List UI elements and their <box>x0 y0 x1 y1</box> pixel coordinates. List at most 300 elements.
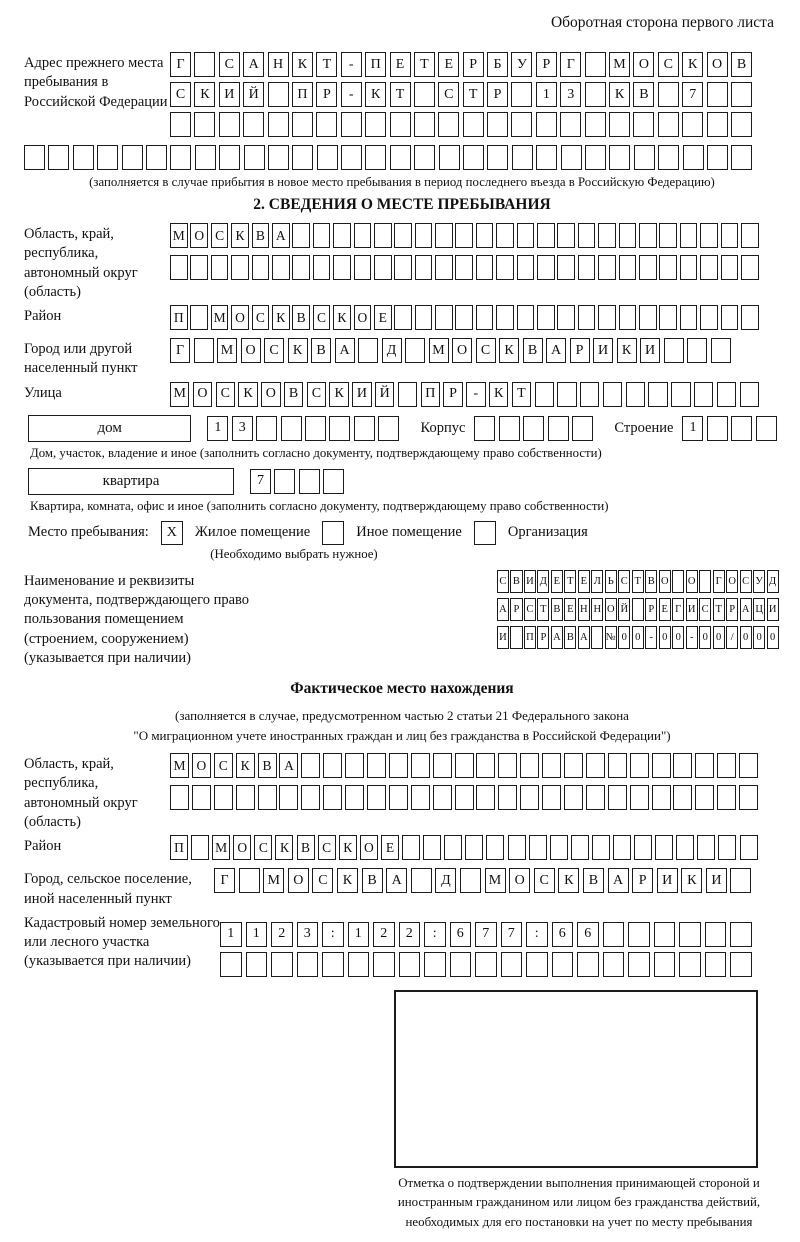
char-box[interactable] <box>740 835 758 860</box>
char-box[interactable]: Г <box>214 868 235 893</box>
char-box[interactable] <box>341 145 362 170</box>
char-box[interactable] <box>578 255 596 280</box>
char-box[interactable] <box>560 112 581 137</box>
char-box[interactable]: К <box>365 82 386 107</box>
char-box[interactable] <box>463 112 484 137</box>
char-box[interactable]: Р <box>443 382 462 407</box>
char-box[interactable] <box>517 255 535 280</box>
char-box[interactable]: О <box>354 305 372 330</box>
char-box[interactable] <box>496 255 514 280</box>
char-box[interactable]: О <box>452 338 472 363</box>
char-box[interactable]: - <box>341 52 362 77</box>
char-box[interactable]: С <box>534 868 555 893</box>
char-box[interactable]: О <box>360 835 378 860</box>
char-box[interactable] <box>537 255 555 280</box>
char-box[interactable]: 3 <box>560 82 581 107</box>
char-box[interactable] <box>97 145 118 170</box>
char-box[interactable] <box>390 112 411 137</box>
char-box[interactable] <box>373 952 395 977</box>
char-box[interactable]: К <box>339 835 357 860</box>
char-box[interactable]: О <box>193 382 212 407</box>
char-box[interactable] <box>721 223 739 248</box>
char-box[interactable] <box>390 145 411 170</box>
char-box[interactable] <box>603 952 625 977</box>
char-box[interactable] <box>292 112 313 137</box>
char-box[interactable]: : <box>526 922 548 947</box>
char-box[interactable] <box>700 305 718 330</box>
char-box[interactable] <box>603 382 622 407</box>
char-box[interactable]: № <box>605 626 617 649</box>
char-box[interactable] <box>580 382 599 407</box>
char-box[interactable]: О <box>192 753 211 778</box>
char-box[interactable]: И <box>593 338 613 363</box>
char-box[interactable] <box>463 145 484 170</box>
char-box[interactable]: 1 <box>536 82 557 107</box>
char-box[interactable] <box>658 82 679 107</box>
char-box[interactable]: И <box>706 868 727 893</box>
char-box[interactable] <box>415 305 433 330</box>
char-box[interactable]: О <box>288 868 309 893</box>
char-box[interactable]: К <box>238 382 257 407</box>
char-box[interactable]: Т <box>564 570 576 593</box>
char-box[interactable]: С <box>497 570 509 593</box>
char-box[interactable] <box>313 223 331 248</box>
char-box[interactable]: Н <box>578 598 590 621</box>
char-box[interactable]: 1 <box>348 922 370 947</box>
char-box[interactable] <box>498 785 517 810</box>
char-box[interactable]: С <box>618 570 630 593</box>
char-box[interactable] <box>603 922 625 947</box>
char-box[interactable] <box>697 835 715 860</box>
char-box[interactable] <box>411 753 430 778</box>
char-box[interactable] <box>628 952 650 977</box>
char-box[interactable] <box>231 255 249 280</box>
char-box[interactable] <box>652 785 671 810</box>
char-box[interactable]: К <box>489 382 508 407</box>
char-box[interactable]: - <box>466 382 485 407</box>
char-box[interactable] <box>244 145 265 170</box>
char-box[interactable]: С <box>216 382 235 407</box>
char-box[interactable] <box>536 145 557 170</box>
char-box[interactable]: 7 <box>501 922 523 947</box>
char-box[interactable]: А <box>546 338 566 363</box>
char-box[interactable] <box>246 952 268 977</box>
char-box[interactable] <box>271 952 293 977</box>
char-box[interactable]: О <box>190 223 208 248</box>
char-box[interactable] <box>268 112 289 137</box>
char-box[interactable] <box>305 416 326 441</box>
char-box[interactable] <box>741 255 759 280</box>
char-box[interactable] <box>679 952 701 977</box>
char-box[interactable] <box>354 255 372 280</box>
char-box[interactable] <box>354 223 372 248</box>
char-box[interactable]: Ц <box>753 598 765 621</box>
char-box[interactable] <box>475 952 497 977</box>
char-box[interactable] <box>536 112 557 137</box>
char-box[interactable]: А <box>279 753 298 778</box>
char-box[interactable]: Т <box>713 598 725 621</box>
char-box[interactable]: А <box>335 338 355 363</box>
char-box[interactable] <box>220 952 242 977</box>
char-box[interactable]: Р <box>537 626 549 649</box>
char-box[interactable] <box>378 416 399 441</box>
char-box[interactable]: Р <box>316 82 337 107</box>
char-box[interactable] <box>239 868 260 893</box>
char-box[interactable]: Е <box>390 52 411 77</box>
char-box[interactable] <box>281 416 302 441</box>
char-box[interactable] <box>672 570 684 593</box>
char-box[interactable] <box>659 255 677 280</box>
char-box[interactable] <box>586 785 605 810</box>
char-box[interactable]: Е <box>551 570 563 593</box>
char-box[interactable]: У <box>753 570 765 593</box>
char-box[interactable] <box>548 416 569 441</box>
char-box[interactable] <box>499 416 520 441</box>
char-box[interactable]: Т <box>512 382 531 407</box>
char-box[interactable] <box>630 753 649 778</box>
char-box[interactable] <box>292 255 310 280</box>
char-box[interactable] <box>730 952 752 977</box>
char-box[interactable] <box>146 145 167 170</box>
char-box[interactable] <box>707 416 728 441</box>
char-box[interactable] <box>170 785 189 810</box>
char-box[interactable] <box>170 112 191 137</box>
char-box[interactable]: П <box>292 82 313 107</box>
char-box[interactable]: И <box>767 598 779 621</box>
char-box[interactable]: Н <box>268 52 289 77</box>
char-box[interactable]: М <box>263 868 284 893</box>
char-box[interactable] <box>345 753 364 778</box>
char-box[interactable]: - <box>341 82 362 107</box>
char-box[interactable] <box>316 112 337 137</box>
char-box[interactable] <box>721 305 739 330</box>
char-box[interactable]: К <box>275 835 293 860</box>
char-box[interactable] <box>557 305 575 330</box>
char-box[interactable]: 0 <box>713 626 725 649</box>
char-box[interactable]: - <box>645 626 657 649</box>
char-box[interactable] <box>626 382 645 407</box>
char-box[interactable] <box>695 785 714 810</box>
char-box[interactable] <box>542 785 561 810</box>
char-box[interactable] <box>671 382 690 407</box>
char-box[interactable] <box>739 785 758 810</box>
char-box[interactable]: М <box>217 338 237 363</box>
char-box[interactable]: 0 <box>632 626 644 649</box>
char-box[interactable] <box>268 82 289 107</box>
char-box[interactable]: К <box>499 338 519 363</box>
char-box[interactable] <box>487 112 508 137</box>
char-box[interactable]: К <box>617 338 637 363</box>
char-box[interactable] <box>219 112 240 137</box>
char-box[interactable] <box>619 223 637 248</box>
char-box[interactable] <box>564 785 583 810</box>
char-box[interactable] <box>578 223 596 248</box>
char-box[interactable] <box>687 338 707 363</box>
char-box[interactable]: В <box>523 338 543 363</box>
char-box[interactable] <box>585 82 606 107</box>
char-box[interactable]: 1 <box>682 416 703 441</box>
char-box[interactable]: П <box>421 382 440 407</box>
char-box[interactable] <box>195 145 216 170</box>
char-box[interactable] <box>414 112 435 137</box>
char-box[interactable] <box>476 753 495 778</box>
char-box[interactable] <box>718 835 736 860</box>
char-box[interactable]: О <box>241 338 261 363</box>
char-box[interactable]: Т <box>632 570 644 593</box>
char-box[interactable] <box>496 305 514 330</box>
char-box[interactable] <box>508 835 526 860</box>
char-box[interactable] <box>520 753 539 778</box>
char-box[interactable] <box>476 223 494 248</box>
char-box[interactable] <box>194 338 214 363</box>
char-box[interactable] <box>740 382 759 407</box>
char-box[interactable]: С <box>254 835 272 860</box>
char-box[interactable]: С <box>658 52 679 77</box>
char-box[interactable]: 0 <box>699 626 711 649</box>
char-box[interactable] <box>741 223 759 248</box>
char-box[interactable] <box>655 835 673 860</box>
char-box[interactable] <box>256 416 277 441</box>
char-box[interactable]: К <box>194 82 215 107</box>
char-box[interactable] <box>572 416 593 441</box>
char-box[interactable] <box>501 952 523 977</box>
char-box[interactable] <box>274 469 295 494</box>
char-box[interactable] <box>438 112 459 137</box>
char-box[interactable] <box>659 305 677 330</box>
char-box[interactable] <box>523 416 544 441</box>
char-box[interactable]: С <box>252 305 270 330</box>
char-box[interactable] <box>444 835 462 860</box>
char-box[interactable] <box>170 255 188 280</box>
char-box[interactable]: С <box>214 753 233 778</box>
char-box[interactable] <box>658 112 679 137</box>
char-box[interactable]: Р <box>510 598 522 621</box>
char-box[interactable]: Т <box>414 52 435 77</box>
char-box[interactable]: С <box>438 82 459 107</box>
char-box[interactable]: Г <box>170 52 191 77</box>
char-box[interactable] <box>374 255 392 280</box>
char-box[interactable] <box>517 223 535 248</box>
char-box[interactable] <box>609 145 630 170</box>
char-box[interactable] <box>367 785 386 810</box>
char-box[interactable]: 2 <box>271 922 293 947</box>
char-box[interactable]: Ь <box>605 570 617 593</box>
char-box[interactable]: П <box>365 52 386 77</box>
char-box[interactable]: 1 <box>207 416 228 441</box>
char-box[interactable]: О <box>633 52 654 77</box>
char-box[interactable]: С <box>318 835 336 860</box>
char-box[interactable] <box>424 952 446 977</box>
char-box[interactable] <box>411 868 432 893</box>
char-box[interactable] <box>301 785 320 810</box>
char-box[interactable]: П <box>524 626 536 649</box>
char-box[interactable] <box>192 785 211 810</box>
char-box[interactable]: 2 <box>373 922 395 947</box>
char-box[interactable] <box>739 753 758 778</box>
checkbox-zhiloe[interactable]: X <box>161 521 183 545</box>
char-box[interactable] <box>694 382 713 407</box>
char-box[interactable] <box>613 835 631 860</box>
char-box[interactable] <box>252 255 270 280</box>
char-box[interactable] <box>634 835 652 860</box>
char-box[interactable]: К <box>288 338 308 363</box>
char-box[interactable] <box>365 112 386 137</box>
char-box[interactable] <box>367 753 386 778</box>
char-box[interactable]: 6 <box>577 922 599 947</box>
char-box[interactable] <box>211 255 229 280</box>
char-box[interactable]: К <box>272 305 290 330</box>
char-box[interactable] <box>639 305 657 330</box>
char-box[interactable]: Й <box>375 382 394 407</box>
char-box[interactable]: Л <box>591 570 603 593</box>
char-box[interactable]: И <box>657 868 678 893</box>
char-box[interactable] <box>486 835 504 860</box>
char-box[interactable]: И <box>219 82 240 107</box>
char-box[interactable]: Р <box>487 82 508 107</box>
char-box[interactable]: В <box>633 82 654 107</box>
char-box[interactable] <box>721 255 739 280</box>
char-box[interactable]: О <box>231 305 249 330</box>
char-box[interactable]: С <box>264 338 284 363</box>
house-type-box[interactable]: дом <box>28 415 191 442</box>
apartment-type-box[interactable]: квартира <box>28 468 234 495</box>
char-box[interactable]: С <box>476 338 496 363</box>
char-box[interactable] <box>659 223 677 248</box>
char-box[interactable] <box>608 785 627 810</box>
char-box[interactable] <box>323 785 342 810</box>
char-box[interactable]: В <box>564 626 576 649</box>
char-box[interactable]: К <box>333 305 351 330</box>
char-box[interactable] <box>639 255 657 280</box>
char-box[interactable] <box>345 785 364 810</box>
char-box[interactable] <box>299 469 320 494</box>
char-box[interactable] <box>731 82 752 107</box>
char-box[interactable] <box>365 145 386 170</box>
char-box[interactable]: М <box>170 382 189 407</box>
char-box[interactable] <box>476 785 495 810</box>
char-box[interactable]: В <box>551 598 563 621</box>
char-box[interactable] <box>394 255 412 280</box>
char-box[interactable]: К <box>231 223 249 248</box>
char-box[interactable]: Р <box>726 598 738 621</box>
char-box[interactable] <box>628 922 650 947</box>
char-box[interactable]: О <box>726 570 738 593</box>
char-box[interactable] <box>639 223 657 248</box>
char-box[interactable] <box>460 868 481 893</box>
char-box[interactable] <box>510 626 522 649</box>
char-box[interactable] <box>389 785 408 810</box>
char-box[interactable]: П <box>170 305 188 330</box>
char-box[interactable] <box>585 145 606 170</box>
char-box[interactable]: / <box>726 626 738 649</box>
char-box[interactable] <box>711 338 731 363</box>
char-box[interactable] <box>194 112 215 137</box>
char-box[interactable]: Г <box>170 338 190 363</box>
char-box[interactable] <box>520 785 539 810</box>
char-box[interactable] <box>517 305 535 330</box>
char-box[interactable] <box>313 255 331 280</box>
char-box[interactable] <box>73 145 94 170</box>
char-box[interactable] <box>648 382 667 407</box>
char-box[interactable] <box>664 338 684 363</box>
char-box[interactable]: 0 <box>659 626 671 649</box>
char-box[interactable]: - <box>686 626 698 649</box>
char-box[interactable]: О <box>261 382 280 407</box>
char-box[interactable] <box>323 753 342 778</box>
char-box[interactable]: К <box>609 82 630 107</box>
char-box[interactable]: М <box>485 868 506 893</box>
char-box[interactable]: : <box>424 922 446 947</box>
char-box[interactable]: К <box>236 753 255 778</box>
char-box[interactable] <box>474 416 495 441</box>
char-box[interactable] <box>699 570 711 593</box>
char-box[interactable]: К <box>329 382 348 407</box>
char-box[interactable] <box>682 112 703 137</box>
char-box[interactable] <box>48 145 69 170</box>
char-box[interactable] <box>511 112 532 137</box>
char-box[interactable] <box>705 922 727 947</box>
char-box[interactable]: В <box>510 570 522 593</box>
char-box[interactable] <box>191 835 209 860</box>
char-box[interactable] <box>654 922 676 947</box>
char-box[interactable] <box>236 785 255 810</box>
char-box[interactable]: Т <box>390 82 411 107</box>
char-box[interactable] <box>619 255 637 280</box>
char-box[interactable]: 3 <box>297 922 319 947</box>
char-box[interactable] <box>680 223 698 248</box>
char-box[interactable] <box>634 145 655 170</box>
char-box[interactable] <box>552 952 574 977</box>
char-box[interactable]: О <box>233 835 251 860</box>
char-box[interactable] <box>292 145 313 170</box>
char-box[interactable] <box>341 112 362 137</box>
char-box[interactable] <box>557 255 575 280</box>
char-box[interactable] <box>333 255 351 280</box>
char-box[interactable]: К <box>558 868 579 893</box>
char-box[interactable] <box>170 145 191 170</box>
char-box[interactable]: И <box>524 570 536 593</box>
char-box[interactable] <box>423 835 441 860</box>
char-box[interactable] <box>190 255 208 280</box>
char-box[interactable] <box>652 753 671 778</box>
checkbox-organizaciya[interactable] <box>474 521 496 545</box>
char-box[interactable] <box>658 145 679 170</box>
char-box[interactable]: М <box>170 223 188 248</box>
char-box[interactable] <box>673 753 692 778</box>
char-box[interactable]: А <box>243 52 264 77</box>
char-box[interactable]: И <box>352 382 371 407</box>
char-box[interactable] <box>439 145 460 170</box>
char-box[interactable]: У <box>511 52 532 77</box>
char-box[interactable] <box>586 753 605 778</box>
char-box[interactable] <box>450 952 472 977</box>
char-box[interactable] <box>414 82 435 107</box>
char-box[interactable]: С <box>313 305 331 330</box>
char-box[interactable]: О <box>659 570 671 593</box>
char-box[interactable]: 7 <box>475 922 497 947</box>
char-box[interactable] <box>591 626 603 649</box>
char-box[interactable] <box>323 469 344 494</box>
char-box[interactable]: Р <box>632 868 653 893</box>
char-box[interactable]: О <box>686 570 698 593</box>
char-box[interactable] <box>496 223 514 248</box>
char-box[interactable] <box>317 145 338 170</box>
char-box[interactable] <box>730 922 752 947</box>
char-box[interactable]: Б <box>487 52 508 77</box>
char-box[interactable] <box>411 785 430 810</box>
char-box[interactable]: : <box>322 922 344 947</box>
char-box[interactable] <box>700 255 718 280</box>
